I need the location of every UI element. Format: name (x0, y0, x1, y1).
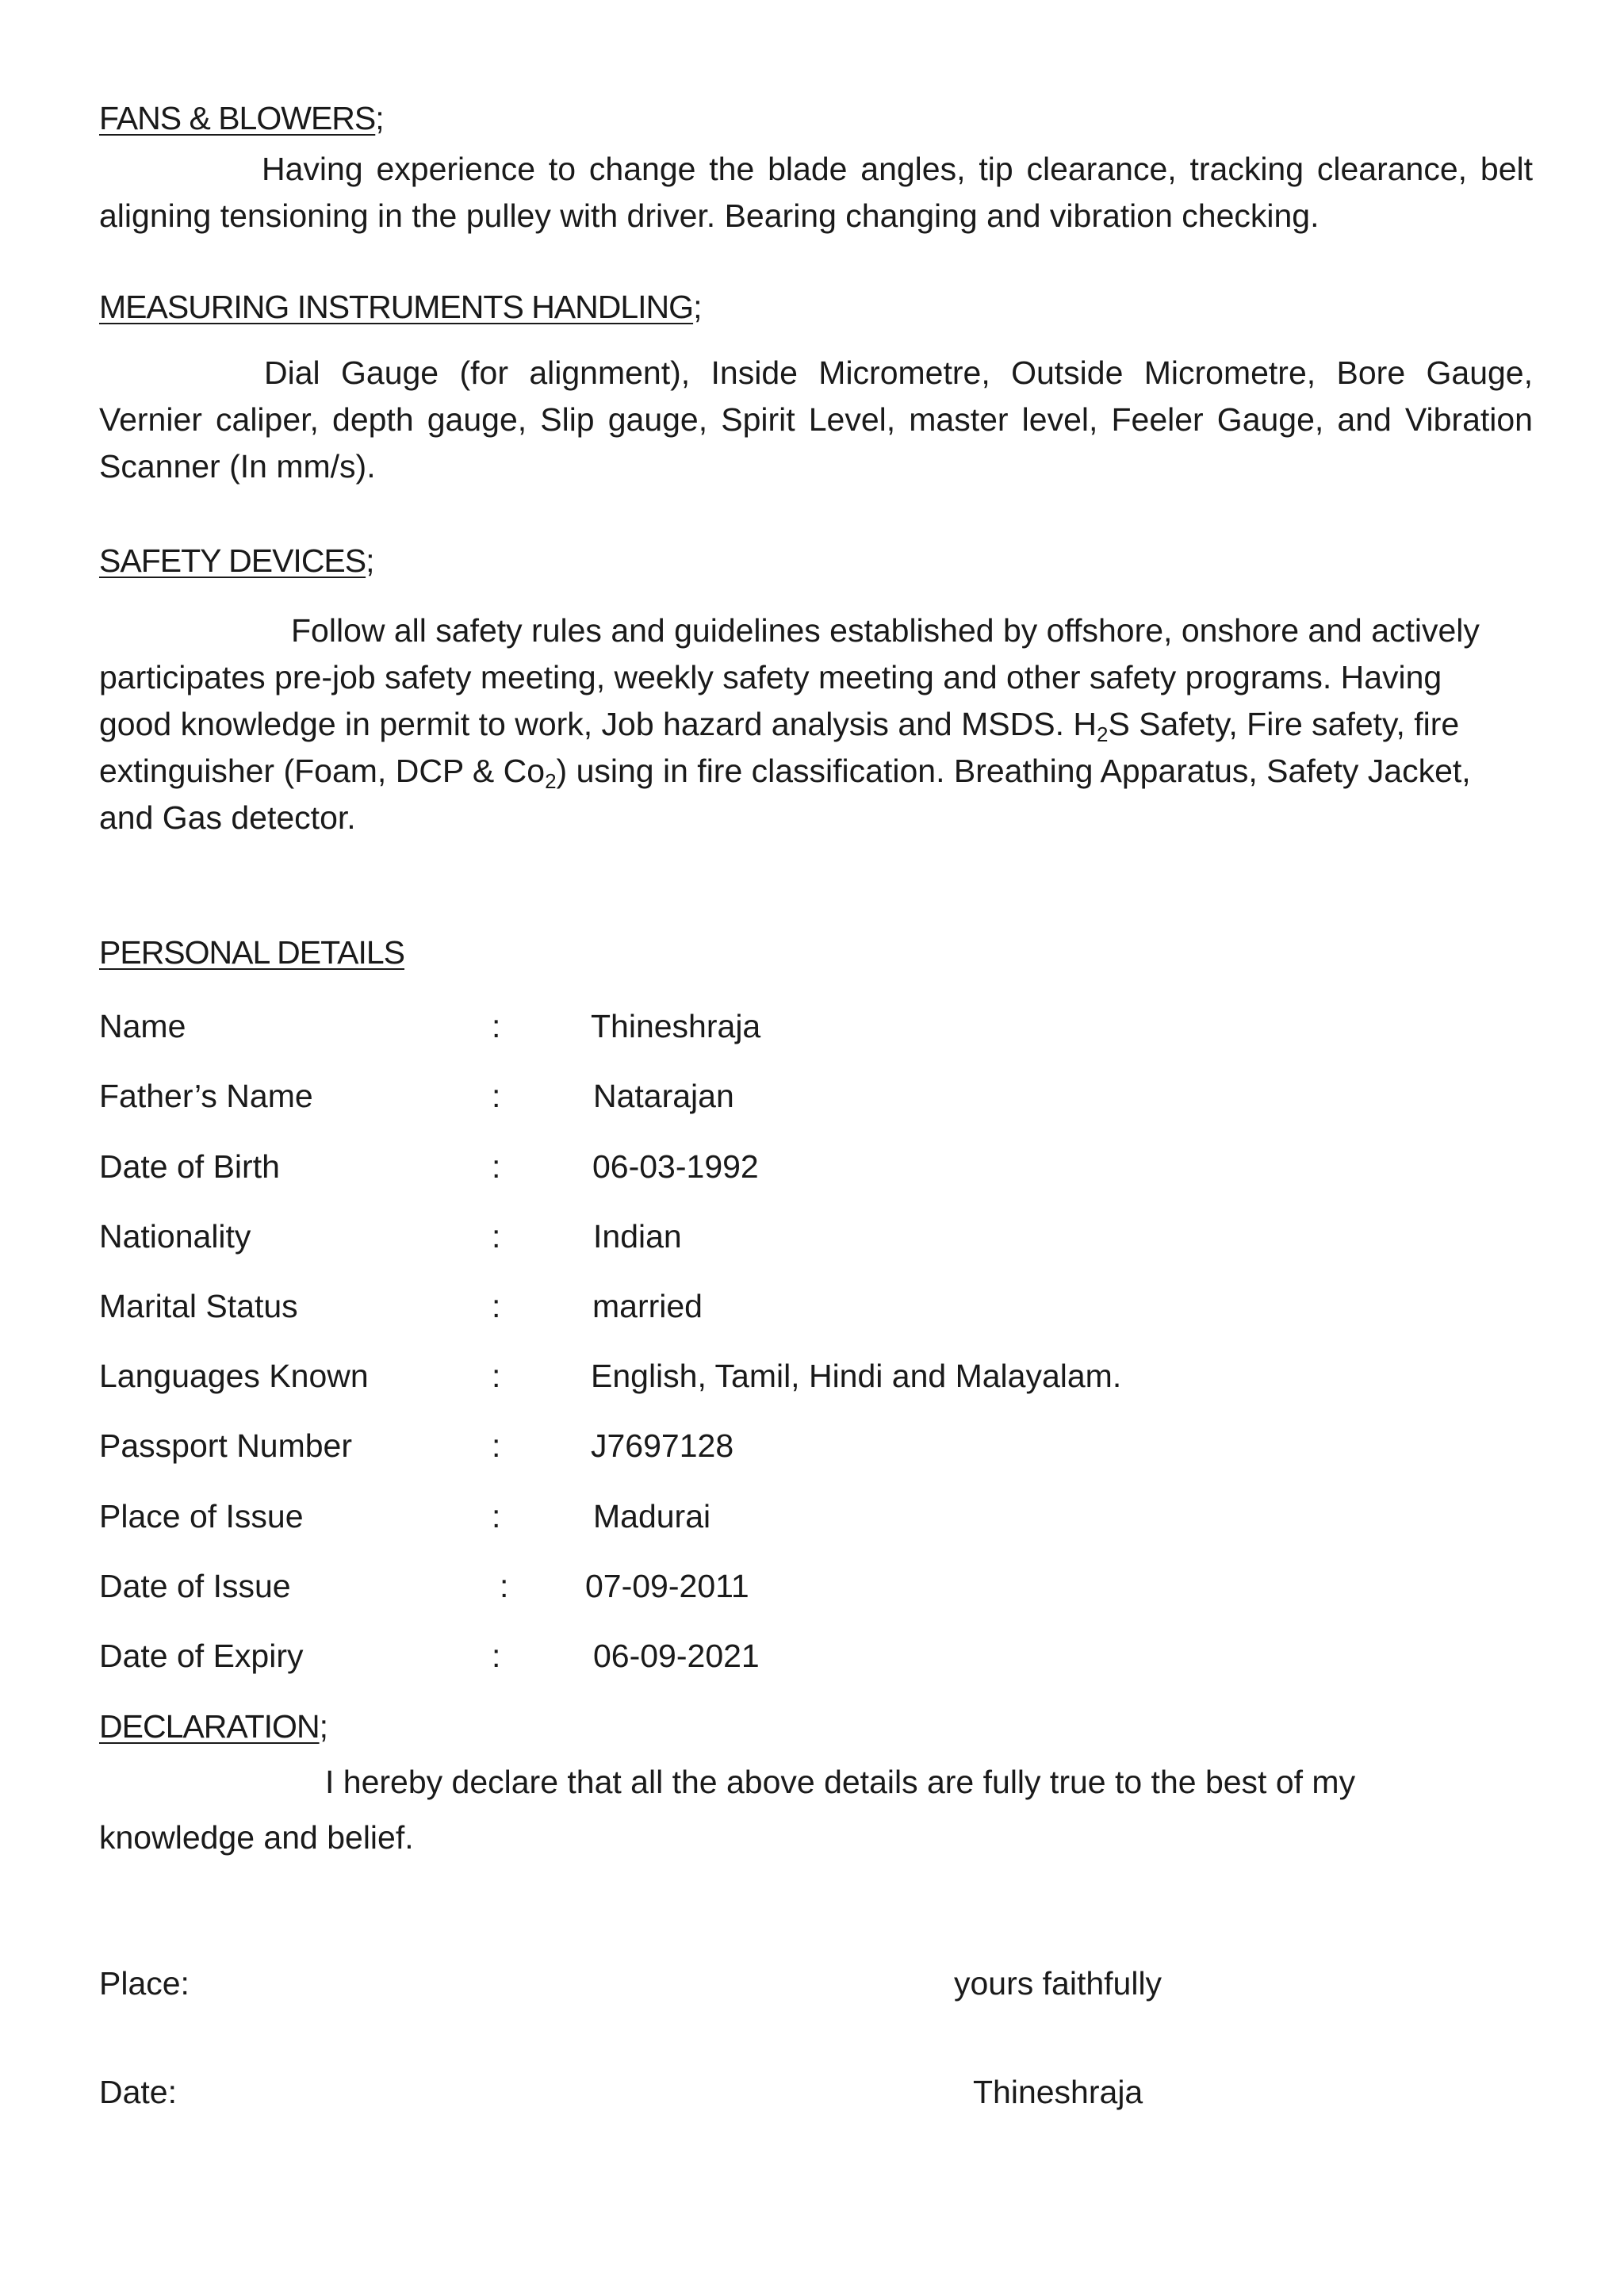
detail-label: Passport Number (99, 1427, 353, 1464)
declaration-paragraph: I hereby declare that all the above details are fully true to the best of my knowledge and belief. (99, 1764, 1356, 1856)
detail-separator: : (492, 1358, 501, 1394)
detail-value: 07-09-2011 (585, 1568, 749, 1604)
section-heading-personal (99, 934, 404, 971)
detail-value: Indian (593, 1218, 682, 1255)
heading-suffix: ; (319, 1708, 327, 1745)
detail-value: English, Tamil, Hindi and Malayalam. (591, 1358, 1122, 1394)
heading-text: FANS & BLOWERS (99, 100, 376, 136)
detail-label: Date of Issue (99, 1568, 291, 1604)
heading-suffix: ; (366, 542, 374, 579)
detail-separator: : (492, 1498, 501, 1534)
subscript-2b: 2 (545, 769, 557, 793)
detail-separator: : (492, 1638, 501, 1674)
detail-label: Languages Known (99, 1358, 369, 1394)
detail-value: J7697128 (591, 1427, 734, 1464)
heading-suffix: ; (693, 289, 702, 325)
detail-label: Nationality (99, 1218, 251, 1255)
detail-value: 06-09-2021 (593, 1638, 760, 1674)
place-label: Place: (99, 1965, 190, 2002)
heading-text: SAFETY DEVICES (99, 542, 366, 579)
detail-value: married (592, 1288, 703, 1324)
section-heading-safety (99, 542, 374, 580)
fans-paragraph: Having experience to change the blade angles, tip clearance, tracking clearance, belt aligning tensioning in the pulley with driver. Bearing changing and vibration checking. (99, 151, 1533, 234)
detail-separator: : (492, 1148, 501, 1185)
section-heading-fans (99, 100, 384, 137)
detail-label: Father’s Name (99, 1078, 313, 1114)
detail-label: Date of Expiry (99, 1638, 304, 1674)
detail-value: Natarajan (593, 1078, 734, 1114)
detail-value: Thineshraja (591, 1008, 761, 1044)
safety-paragraph (99, 607, 1519, 841)
closing-text: yours faithfully (954, 1965, 1162, 2002)
signature-name: Thineshraja (973, 2074, 1143, 2110)
detail-separator: : (492, 1288, 501, 1324)
heading-text: MEASURING INSTRUMENTS HANDLING (99, 289, 694, 325)
safety-text-2: S Safety, Fire safety, fire extinguisher (Foam, DCP & Co (99, 706, 1460, 789)
section-heading-declaration (99, 1708, 327, 1745)
subscript-2: 2 (1096, 722, 1109, 746)
heading-text: DECLARATION (99, 1708, 320, 1745)
section-heading-instruments (99, 289, 701, 326)
detail-label: Place of Issue (99, 1498, 304, 1534)
date-label: Date: (99, 2074, 177, 2110)
detail-label: Date of Birth (99, 1148, 280, 1185)
detail-separator: : (492, 1078, 501, 1114)
detail-separator: : (492, 1427, 501, 1464)
detail-label: Name (99, 1008, 186, 1044)
safety-text-1: Follow all safety rules and guidelines established by offshore, onshore and actively participates pre-job safety meeting, weekly safety meeting and other safety programs. Having good knowledge in permit to work, Job hazard analysis and MSDS. H (99, 612, 1480, 742)
safety-text-3: ) using in fire classification. Breathing Apparatus, Safety Jacket, and Gas detector. (99, 753, 1471, 836)
detail-separator: : (492, 1218, 501, 1255)
heading-suffix: ; (375, 100, 384, 136)
detail-label: Marital Status (99, 1288, 298, 1324)
detail-separator: : (500, 1568, 509, 1604)
detail-value: Madurai (593, 1498, 711, 1534)
detail-value: 06-03-1992 (592, 1148, 759, 1185)
heading-text: PERSONAL DETAILS (99, 934, 405, 971)
instruments-paragraph: Dial Gauge (for alignment), Inside Micrometre, Outside Micrometre, Bore Gauge, Vernier caliper, depth gauge, Slip gauge, Spirit Level, master level, Feeler Gauge, and Vibration Scanner (In mm/s). (99, 354, 1533, 485)
detail-separator: : (492, 1008, 501, 1044)
